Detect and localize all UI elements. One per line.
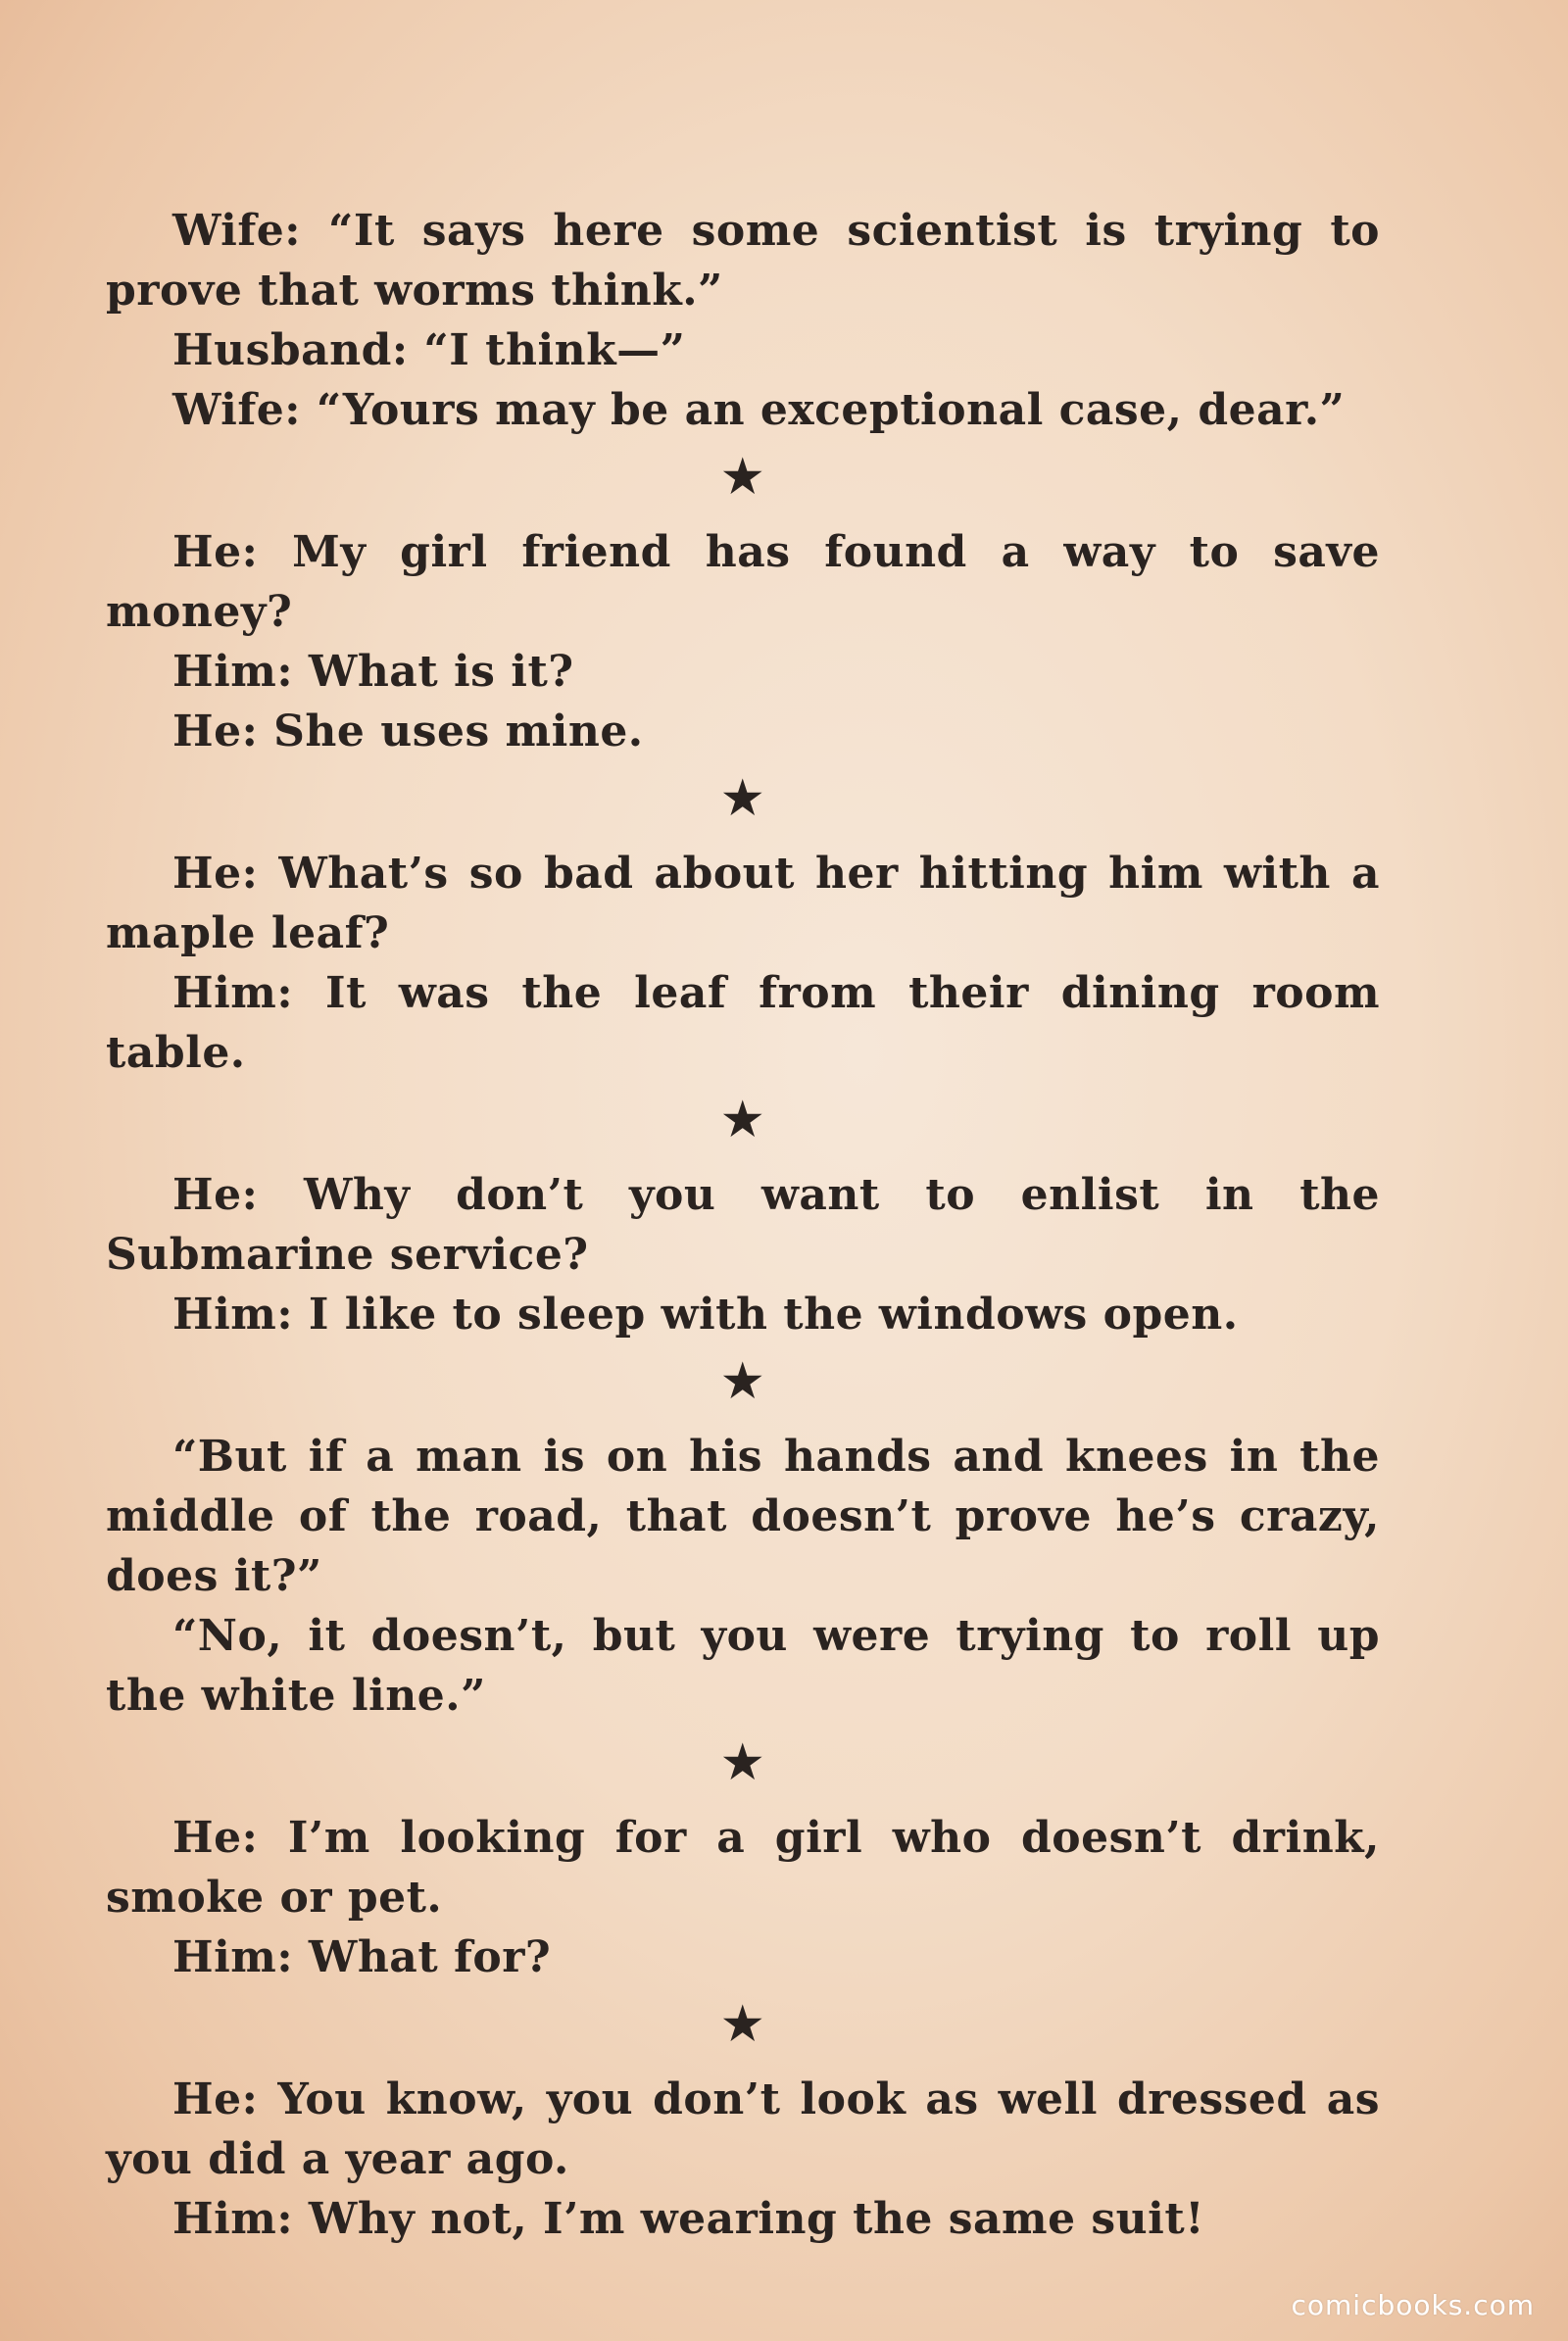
joke-line: Him: Why not, I’m wearing the same suit! <box>172 2194 1205 2244</box>
star-separator: ★ <box>722 1354 763 1407</box>
joke-line: Wife: “Yours may be an exceptional case, dear.” <box>172 385 1346 435</box>
joke-5 <box>106 1427 1380 1726</box>
joke-line: Him: I like to sleep with the windows open. <box>172 1290 1239 1340</box>
star-separator: ★ <box>722 1093 763 1146</box>
star-separator: ★ <box>722 1735 763 1788</box>
star-separator: ★ <box>722 1997 763 2050</box>
joke-line: Him: What is it? <box>172 647 574 697</box>
star-separator: ★ <box>722 450 763 503</box>
joke-3 <box>106 844 1380 1083</box>
joke-2 <box>106 522 1380 761</box>
joke-line: He: I’m looking for a girl who doesn’t drink, smoke or pet. <box>106 1813 1380 1923</box>
joke-line: He: She uses mine. <box>172 707 644 756</box>
joke-line: “No, it doesn’t, but you were trying to roll up the white line.” <box>106 1611 1380 1721</box>
joke-page <box>106 201 1380 2249</box>
star-separator: ★ <box>722 771 763 824</box>
joke-line: “But if a man is on his hands and knees in the middle of the road, that doesn’t prove he’s crazy, does it?” <box>106 1432 1380 1601</box>
joke-line: Wife: “It says here some scientist is trying to prove that worms think.” <box>106 206 1380 316</box>
joke-line: Him: It was the leaf from their dining room table. <box>106 968 1380 1078</box>
joke-line: Him: What for? <box>172 1932 552 1982</box>
joke-line: He: You know, you don’t look as well dressed as you did a year ago. <box>106 2074 1380 2184</box>
joke-line: Husband: “I think—” <box>172 325 686 375</box>
joke-7 <box>106 2070 1380 2249</box>
joke-6 <box>106 1808 1380 1987</box>
joke-4 <box>106 1165 1380 1344</box>
watermark: comicbooks.com <box>1291 2289 1535 2321</box>
joke-line: He: What’s so bad about her hitting him with a maple leaf? <box>106 849 1380 958</box>
joke-line: He: My girl friend has found a way to save money? <box>106 527 1380 637</box>
joke-line: He: Why don’t you want to enlist in the Submarine service? <box>106 1170 1380 1280</box>
joke-1 <box>106 201 1380 440</box>
